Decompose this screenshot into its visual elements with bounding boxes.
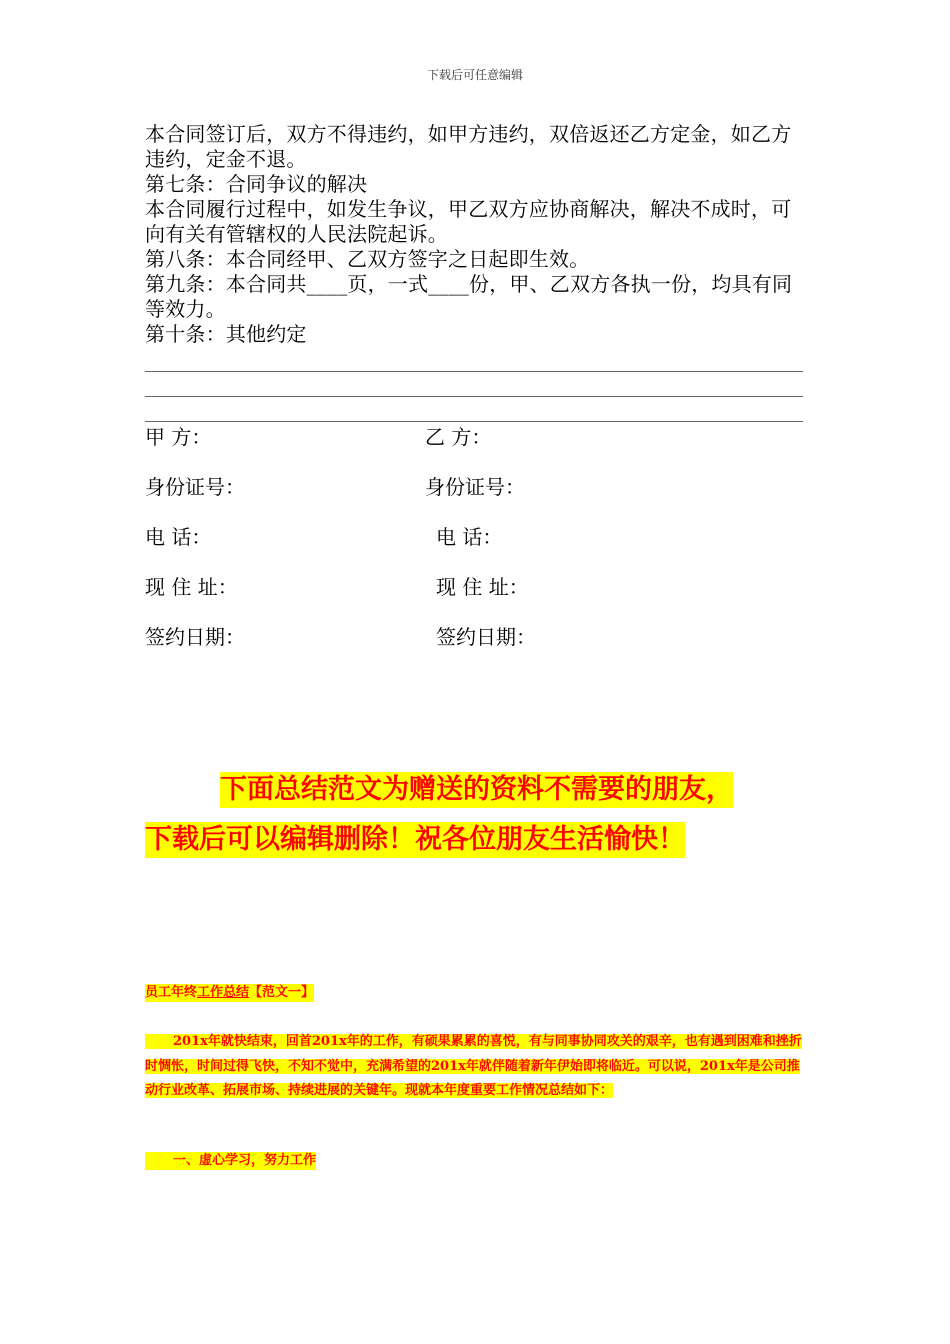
blank-line — [145, 396, 803, 397]
sample-title-prefix: 员工年终 — [145, 985, 198, 1000]
party-b-label: 乙 方： — [425, 425, 492, 449]
party-b-date-label: 签约日期： — [436, 625, 536, 649]
sample-title-suffix: 【范文一】 — [249, 985, 315, 1000]
party-a-address-label: 现 住 址： — [145, 575, 238, 599]
article-8: 第八条：本合同经甲、乙双方签字之日起即生效。 — [145, 247, 590, 271]
article-10-heading: 第十条：其他约定 — [145, 322, 307, 346]
party-b-phone-label: 电 话： — [436, 525, 503, 549]
party-b-id-label: 身份证号： — [425, 475, 525, 499]
promo-line-1: 下面总结范文为赠送的资料不需要的朋友， — [220, 772, 733, 808]
contract-body — [145, 122, 805, 347]
sample-paragraph: 201x年就快结束，回首201x年的工作，有硕果累累的喜悦，有与同事协同攻关的艰辛，也有遇到困难和挫折时惆怅，时间过得飞快，不知不觉中，充满希望的201x年就伴随着新年伊始即将临近。可以说，201x年是公司推动行业改革、拓展市场、持续进展的关键年。现就本年度重要工作情况总结如下： — [145, 1034, 802, 1098]
article-9: 第九条：本合同共____页，一式____份，甲、乙双方各执一份，均具有同等效力。 — [145, 272, 793, 321]
party-a-date-label: 签约日期： — [145, 625, 245, 649]
sample-body — [145, 1030, 805, 1104]
party-a-phone-label: 电 话： — [145, 525, 212, 549]
party-a-id-label: 身份证号： — [145, 475, 245, 499]
blank-line — [145, 421, 803, 422]
party-a-label: 甲 方： — [145, 425, 212, 449]
page-header: 下载后可任意编辑 — [426, 68, 523, 82]
promo-line-2: 下载后可以编辑删除！祝各位朋友生活愉快！ — [145, 822, 685, 858]
contract-paragraph: 本合同履行过程中，如发生争议，甲乙双方应协商解决，解决不成时，可向有关有管辖权的人民法院起诉。 — [145, 197, 792, 246]
sample-sub-heading: 一、虚心学习，努力工作 — [145, 1152, 316, 1170]
blank-line — [145, 371, 803, 372]
contract-paragraph: 本合同签订后，双方不得违约，如甲方违约，双倍返还乙方定金，如乙方违约，定金不退。 — [145, 122, 792, 171]
party-b-address-label: 现 住 址： — [436, 575, 529, 599]
sample-title — [145, 984, 314, 1002]
sample-title-link[interactable]: 工作总结 — [197, 985, 250, 1000]
article-7-heading: 第七条：合同争议的解决 — [145, 172, 368, 196]
